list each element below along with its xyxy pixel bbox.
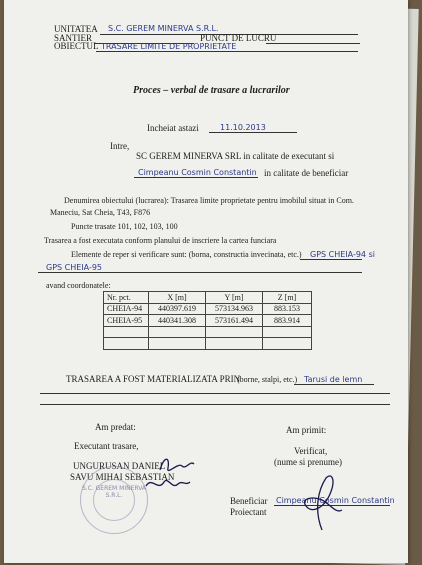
table-header-cell: Y [m] bbox=[206, 292, 263, 304]
beneficiar-role-label: Beneficiar bbox=[230, 496, 268, 506]
obiectul-underline bbox=[96, 51, 358, 52]
table-row bbox=[104, 338, 312, 350]
am-primit-label: Am primit: bbox=[286, 425, 327, 435]
table-header-row bbox=[104, 292, 312, 304]
punct-label: PUNCT DE LUCRU bbox=[200, 33, 277, 43]
santier-label: SANTIER bbox=[54, 33, 92, 43]
nume-prenume-label: (nume si prenume) bbox=[274, 457, 342, 467]
table-header-cell: Z [m] bbox=[263, 292, 312, 304]
trasarea-line: Trasarea a fost executata conform planului de inscriere la cartea funciara bbox=[44, 236, 277, 245]
table-cell bbox=[263, 338, 312, 350]
elemente-value-1: GPS CHEIA-94 si bbox=[310, 250, 375, 259]
table-cell bbox=[149, 338, 206, 350]
table-cell bbox=[206, 338, 263, 350]
beneficiar-underline bbox=[134, 177, 258, 178]
obiectul-label: OBIECTUL bbox=[54, 41, 99, 51]
location-line: Maneciu, Sat Cheia, T43, F876 bbox=[50, 208, 151, 217]
elemente-underline-2 bbox=[38, 272, 362, 273]
executant-name-1: UNGURUSAN DANIEL bbox=[73, 461, 166, 471]
blank-line-1 bbox=[40, 393, 390, 394]
incheiat-label: Incheiat astazi bbox=[147, 123, 199, 133]
company-stamp bbox=[80, 466, 148, 534]
table-cell bbox=[206, 326, 263, 338]
beneficiar-signature bbox=[292, 470, 352, 536]
obiectul-value: TRASARE LIMITE DE PROPRIETATE bbox=[101, 42, 237, 51]
am-predat-label: Am predat: bbox=[95, 422, 136, 432]
date-value: 11.10.2013 bbox=[220, 123, 266, 132]
executant-line: SC GEREM MINERVA SRL in calitate de executant si bbox=[136, 151, 335, 161]
materializata-value: Tarusi de lemn bbox=[304, 375, 363, 384]
table-cell bbox=[149, 326, 206, 338]
table-cell bbox=[263, 326, 312, 338]
avand-line: avand coordonatele: bbox=[46, 281, 111, 290]
unitatea-value: S.C. GEREM MINERVA S.R.L. bbox=[108, 24, 219, 33]
puncte-line: Puncte trasate 101, 102, 103, 100 bbox=[71, 222, 178, 231]
unitatea-label: UNITATEA bbox=[54, 24, 98, 34]
coordinates-table bbox=[103, 291, 312, 350]
elemente-label: Elemente de reper si verificare sunt: (borna, constructia invecinata, etc.) bbox=[71, 250, 302, 259]
beneficiar-name: Cimpeanu Cosmin Constantin bbox=[138, 168, 257, 177]
document-page bbox=[4, 0, 408, 563]
page-title: Proces – verbal de trasare a lucrarilor bbox=[133, 85, 290, 96]
punct-underline bbox=[266, 43, 360, 44]
table-cell: 883.914 bbox=[263, 315, 312, 327]
elemente-value-2: GPS CHEIA-95 bbox=[46, 263, 103, 272]
table-header-cell: X [m] bbox=[149, 292, 206, 304]
materializata-paren: (borne, stalpi, etc.) bbox=[237, 375, 298, 384]
intre-label: Intre, bbox=[110, 141, 130, 151]
table-cell: CHEIA-94 bbox=[104, 303, 149, 315]
materializata-label: TRASAREA A FOST MATERIALIZATA PRIN bbox=[66, 374, 241, 384]
table-row bbox=[104, 303, 312, 315]
table-header-cell: Nr. pct. bbox=[104, 292, 149, 304]
executant-label: Executant trasare, bbox=[74, 441, 139, 451]
table-cell: 883.153 bbox=[263, 303, 312, 315]
table-cell bbox=[104, 338, 149, 350]
table-row bbox=[104, 315, 312, 327]
table-cell: 440397.619 bbox=[149, 303, 206, 315]
table-cell: 573161.494 bbox=[206, 315, 263, 327]
denumirea-line: Denumirea obiectului (lucrarea): Trasarea limite proprietate pentru imobilul situat in Com. bbox=[64, 196, 354, 205]
date-underline bbox=[209, 132, 297, 133]
stamp-text: S.C. GEREM MINERVA S.R.L. bbox=[81, 485, 147, 499]
beneficiar-suffix: in calitate de beneficiar bbox=[264, 168, 349, 178]
table-cell bbox=[104, 326, 149, 338]
table-cell: 440341.308 bbox=[149, 315, 206, 327]
table-cell: CHEIA-95 bbox=[104, 315, 149, 327]
proiectant-role-label: Proiectant bbox=[230, 507, 267, 517]
verificat-label: Verificat, bbox=[294, 446, 328, 456]
table-row bbox=[104, 326, 312, 338]
executant-name-2: SAVU MIHAI SEBASTIAN bbox=[70, 472, 175, 482]
beneficiar-signature-name: Cimpeanu Cosmin Constantin bbox=[276, 496, 395, 505]
materializata-underline bbox=[294, 384, 374, 385]
elemente-underline-1 bbox=[300, 259, 362, 260]
table-cell: 573134.963 bbox=[206, 303, 263, 315]
executant-signature-2 bbox=[142, 472, 192, 496]
blank-line-2 bbox=[40, 404, 390, 405]
